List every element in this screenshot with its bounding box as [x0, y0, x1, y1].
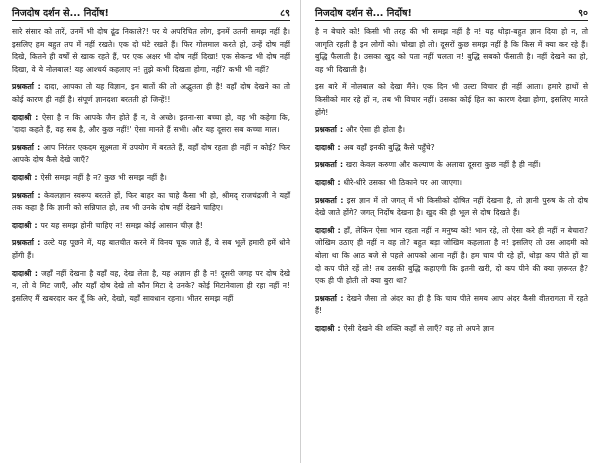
paragraph-text: पर यह समझ होनी चाहिए न! समझ कोई आसान चीज़ है!: [40, 220, 203, 230]
paragraph: [12, 142, 290, 167]
speaker-label: प्रश्नकर्ता :: [315, 293, 344, 303]
speaker-label: दादाश्री :: [12, 220, 38, 230]
paragraph: [12, 268, 290, 306]
paragraph: [315, 177, 588, 190]
paragraph: [12, 220, 290, 233]
right-running-title: निजदोष दर्शन से... निर्दोष!: [315, 8, 412, 19]
speaker-label: दादाश्री :: [315, 225, 341, 235]
paragraph: [12, 237, 290, 262]
speaker-label: प्रश्नकर्ता :: [315, 195, 344, 205]
speaker-label: दादाश्री :: [12, 112, 39, 122]
speaker-label: दादाश्री :: [12, 172, 38, 182]
left-running-title: निजदोष दर्शन से... निर्दोष!: [12, 8, 109, 19]
left-page-number: ८९: [280, 8, 290, 19]
right-running-head: [315, 4, 588, 21]
paragraph: [315, 81, 588, 119]
speaker-label: प्रश्नकर्ता :: [12, 238, 41, 248]
right-page-body: [315, 26, 588, 335]
speaker-label: प्रश्नकर्ता :: [315, 125, 343, 135]
paragraph-text: ऐसी समझ नहीं है न? कुछ भी समझ नहीं है।: [40, 172, 167, 182]
paragraph-text: धीरे-धीरे उसका भी ठिकाने पर आ जाएगा।: [343, 177, 463, 187]
paragraph: [12, 112, 290, 137]
speaker-label: प्रश्नकर्ता :: [12, 190, 41, 200]
right-page: [300, 0, 600, 463]
paragraph-text: ऐसी देखने की शक्ति कहाँ से लाएँ? वह तो अपने ज्ञान: [343, 323, 494, 333]
paragraph: [12, 190, 290, 215]
paragraph-text: सारे संसार को तारें, उनमें भी दोष ढूंढ निकाले?! पर ये अपरिचित लोग, इनमें उतनी समझ नहीं है। इसलिए हम बहुत तप में नहीं रखते। एक दो घंटे रखते हैं। फिर गोलमाल करते हो, उन्हें दोष नहीं दिखे, कितने ही वर्षों से खाक रहते हैं, पर एक अक्षर भी दोष नहीं दिखा! एक सेकन्ड भी दोष नहीं दिखा, वे ये नोलबाल! यह आश्चर्य कहलाए न! तुझे कभी दिखता होगा, नहीं? कभी भी नहीं?: [12, 27, 290, 74]
left-page-body: [12, 26, 290, 305]
speaker-label: प्रश्नकर्ता :: [12, 142, 41, 152]
paragraph-text: जहाँ नहीं देखना है वहाँ वह, देख लेता है, यह अज्ञान ही है न! दूसरी जगह पर दोष देखे न, तो वे मिट जाएँ, और यहाँ दोष देखे तो कौन मिटा दे उनके? कोई मिटानेवाला ही रहा नहीं न! इसलिए मैं खबरदार कर दूँ कि अरे, देखो, यहाँ सावधान रहना। भीतर समझ नहीं: [12, 268, 290, 303]
speaker-label: दादाश्री :: [315, 142, 341, 152]
paragraph: [12, 81, 290, 106]
paragraph-text: इस ज्ञान में तो जगत् में भी किसीको दोषित नहीं देखना है, तो ज्ञानी पुरुष के तो दोष देखे जाते होंगे? जगत् निर्दोष देखना है। खुद की ही भूल से दोष दिखते हैं।: [315, 195, 589, 218]
paragraph-text: आप निरंतर एकदम सूक्ष्मता में उपयोग में बरतते हैं, वहाँ दोष रहता ही नहीं न कोई? फिर आपके दोष कैसे देखे जाएँ?: [12, 142, 290, 165]
paragraph-text: ऐसा है न कि आपके जैन होते हैं न, वे अच्छे। इतना-सा बच्चा हो, वह भी कहेगा कि, 'दादा कहते हैं, वह सब है, और कुछ नहीं!' ऐसा मानते हैं सभी। और यह दूसरा सब कच्चा माल।: [12, 112, 290, 135]
paragraph: [315, 26, 588, 76]
paragraph: [315, 124, 588, 137]
speaker-label: दादाश्री :: [12, 268, 38, 278]
paragraph-text: खरा केवल करुणा और कल्याण के अलावा दूसरा कुछ नहीं है ही नहीं।: [345, 160, 541, 170]
speaker-label: प्रश्नकर्ता :: [12, 82, 41, 92]
right-page-number: ९०: [578, 8, 588, 19]
paragraph: [315, 195, 588, 220]
paragraph: [315, 323, 588, 336]
paragraph-text: उल्टे यह पूछने में, यह बातचीत करने में विनय चूक जाते हैं, वे सब भूलें हमारी हमें धोने होंगी हैं।: [12, 238, 290, 260]
paragraph: [315, 225, 588, 288]
paragraph: [12, 172, 290, 185]
paragraph-text: और ऐसा ही होता है।: [345, 125, 405, 135]
paragraph: [315, 159, 588, 172]
paragraph-text: देखने जैसा तो अंदर का ही है कि चाय पीते समय आप अंदर कैसी वीतरागता में रहते हैं!: [315, 293, 589, 316]
speaker-label: प्रश्नकर्ता :: [315, 160, 343, 170]
paragraph: [315, 142, 588, 155]
paragraph-text: है न बेचारे को! किसी भी तरह की भी समझ नहीं है न! यह थोड़ा-बहुत ज्ञान दिया हो न, तो जागृति रहती है इन लोगों को। चोखा हो तो। दूसरों कुछ समझ नहीं है कि किस में क्या कर रहे हैं। बुद्धि फैलाती है। उसका खुद को पता नहीं चलता न! बुद्धि सबको फँसाती है। नहीं देखने का हो, वह भी दिखाती है।: [315, 27, 588, 74]
paragraph: [12, 26, 290, 76]
paragraph-text: केवलज्ञान स्वरूप बरतते हों, फिर बाहर का चाहे कैसा भी हो, श्रीमद् राजचंद्रजी ने यहाँ तक कहा है कि ज्ञानी को सन्निपात हो, तब भी उनके दोष नहीं देखने चाहिए।: [12, 190, 290, 213]
speaker-label: दादाश्री :: [315, 177, 341, 187]
paragraph-text: अब वहाँ इनकी बुद्धि कैसे पहुँचे?: [343, 142, 435, 152]
paragraph-text: दादा, आपका तो यह विज्ञान, इन बातों की तो अद्भुतता ही है! वहाँ दोष देखने का तो कोई कारण ही नहीं है। संपूर्ण ज्ञानदशा बरतती हो जिन्हें!!: [12, 82, 290, 104]
left-running-head: [12, 4, 290, 21]
paragraph-text: हाँ, लेकिन ऐसा भान रहता नहीं न मनुष्य को! भान रहे, तो ऐसा करे ही नहीं न बेचारा? जोखिम उठाए ही नहीं न वह तो? बहुत बड़ा जोखिम कहलाता है न! इसलिए तो उस आदमी को बोला था कि आठ बजे से पहले आपको आना नहीं है। हम चाय पी रहे हों, थोड़ा कप पीते हों या दो कप पीते रहें तो! तब उसकी बुद्धि कहाएगी कि इतनी खरी, दो कप पीने की क्या ज़रूरत है? एक ही पी होती तो क्या बुरा था?: [315, 225, 589, 286]
paragraph-text: इस बारे में नोलबाल को देखा मैंने। एक दिन भी उल्टा विचार ही नहीं आता। हमारे हाथों से किसीको मार रहे हों न, तब भी विचार नहीं। उसका कोई हित का कारण देखा होगा, इसलिए मारते होंगे!: [315, 82, 588, 117]
paragraph: [315, 293, 588, 318]
speaker-label: दादाश्री :: [315, 323, 341, 333]
